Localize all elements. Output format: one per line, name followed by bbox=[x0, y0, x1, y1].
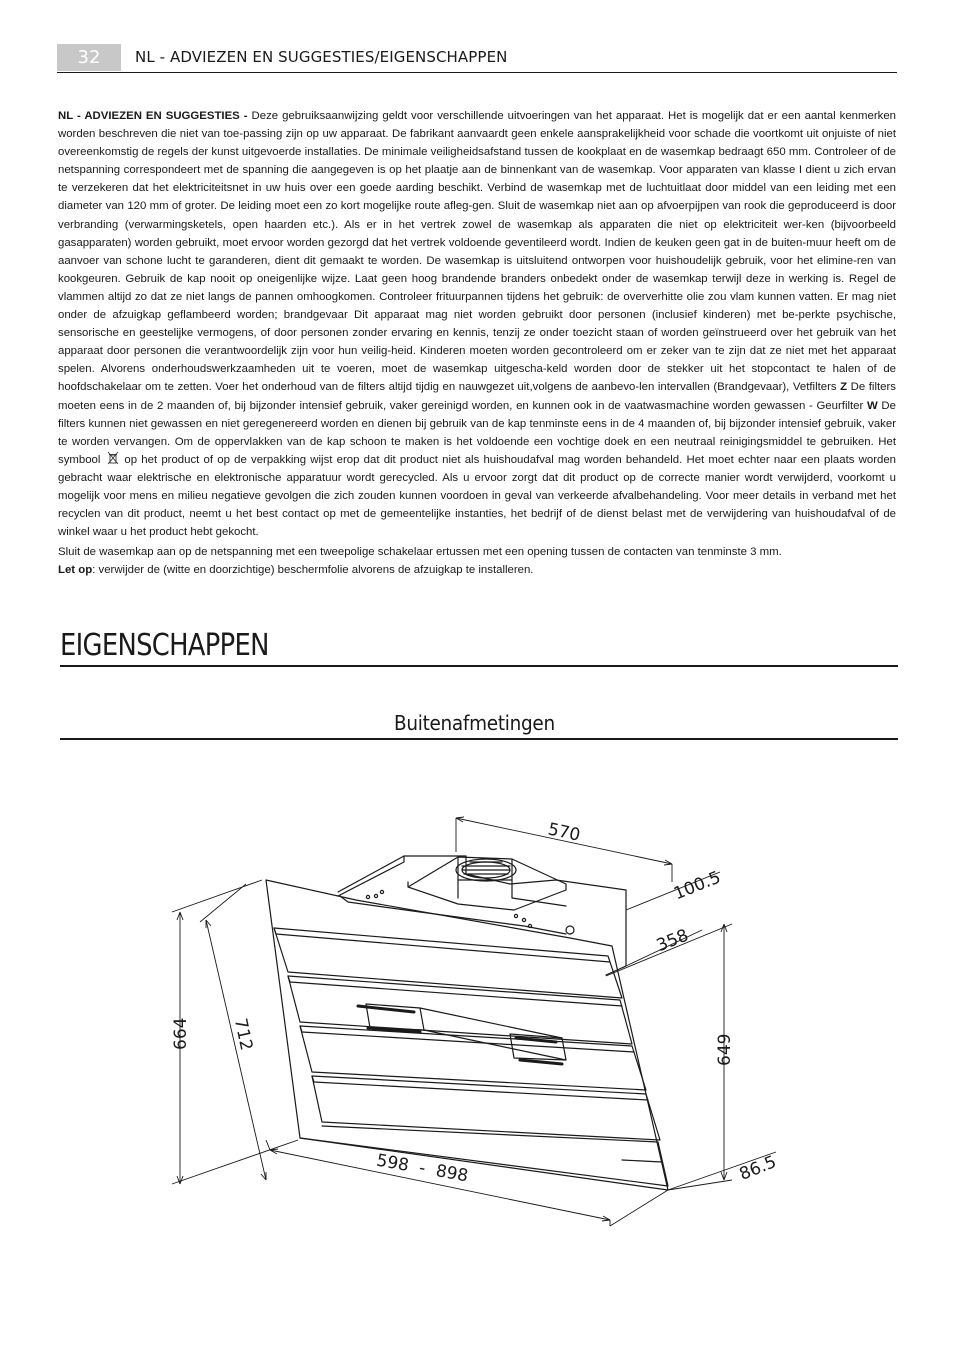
subsection-title: Buitenafmetingen bbox=[394, 711, 555, 735]
page-header bbox=[57, 44, 897, 73]
glass-panel-5 bbox=[300, 1126, 668, 1186]
connection-paragraph: Sluit de wasemkap aan op de netspanning met een tweepolige schakelaar ertussen met een opening tussen de contacten van tenminste 3 mm. bbox=[58, 546, 782, 559]
dim-depth-offset: 100.5 bbox=[670, 867, 724, 905]
dim-height-slant: 712 bbox=[229, 1016, 257, 1053]
note-paragraph: Let op: verwijder de (witte en doorzichtige) beschermfolie alvorens de afzuigkap te installeren. bbox=[58, 564, 534, 577]
advice-paragraph: NL - ADVIEZEN EN SUGGESTIES - Deze gebruiksaanwijzing geldt voor verschillende uitvoeringen van het apparaat. Het is mogelijk dat er een aantal kenmerken worden beschreven die niet van toe-passing zijn op uw apparaat. De fabrikant aanvaardt geen enkele aansprakelijkheid voor schade die voortkomt uit onjuiste of niet overeenkomstig de regels der kunst uitgevoerde installaties. De minimale veiligheidsafstand tussen de kookplaat en de wasemkap bedraagt 650 mm. Controleer of de netspanning correspondeert met de spanning die aangegeven is op het plaatje aan de binnenkant van de wasemkap. Voor apparaten van klasse I dient u zich ervan te verzekeren dat het elektriciteitsnet in uw huis over een goede aarding beschikt. Verbind de wasemkap met de luchtuitlaat door middel van een leiding met een diameter van 120 mm of groter. De leiding moet een zo kort mogelijke route afleg-gen. Sluit de wasemkap niet aan op afvoerpijpen van rook die geproduceerd is door verbranding (verwarmingsketels, open haarden etc.). Als er in het vertrek zowel de wasemkap als apparaten die niet op elektriciteit wer-ken (bijvoorbeeld gasapparaten) worden gebruikt, moet ervoor worden gezorgd dat het vertrek voldoende geventileerd wordt. Indien de keuken geen gat in de buiten-muur heeft om de aanvoer van schone lucht te garanderen, dient dit gemaakt te worden. De wasemkap is uitsluitend ontworpen voor huishoudelijk gebruik, voor het elimine-ren van kookgeuren. Gebruik de kap nooit op oneigenlijke wijze. Laat geen hoog brandende branders onbedekt onder de wasemkap terwijl deze in werking is. Regel de vlammen altijd zo dat ze niet langs de pannen omhoogkomen. Controleer frituurpannen tijdens het gebruik: de oververhitte olie zou vlam kunnen vatten. Er mag niet onder de afzuigkap geflambeerd worden; brandgevaar Dit apparaat mag niet worden gebruikt door personen (inclusief kinderen) met be-perkte psychische, sensorische en geestelijke vermogens, of door personen zonder ervaring en kennis, tenzij ze onder toezicht staan of worden geïnstrueerd over het gebruik van het apparaat door personen die verantwoordelijk zijn voor hun veilig-heid. Kinderen moeten worden gecontroleerd om er zeker van te zijn dat ze niet met het apparaat spelen. Alvorens onderhoudswerkzaamheden uit te voeren, moet de wasemkap uitgescha-keld worden door de stekker uit het stopcontact te halen of de hoofdschakelaar om te zetten. Voer het onderhoud van de filters altijd tijdig en nauwgezet uit,volgens de aanbevo-len intervallen (Brandgevaar), Vetfilters Z De filters moeten eens in de 2 maanden of, bij bijzonder intensief gebruik, vaker gereinigd worden, en kunnen ook in de vaatwasmachine worden gewassen - Geurfilter W De filters kunnen niet gewassen en niet geregenereerd worden en dienen bij gebruik van de kap tenminste eens in de 4 maanden of, bij bijzonder intensief gebruik, vaker te worden vervangen. Om de oppervlakken van de kap schoon te maken is het voldoende een vochtige doek en een neutraal reinigingsmiddel te gebruiken. Het symbool op het product of op de verpakking wijst erop dat dit product niet als huishoudafval mag worden behandeld. Het moet echter naar een plaats worden gebracht waar elektrische en elektronische apparatuur wordt gerecycled. Als u ervoor zorgt dat dit product op de correcte manier wordt verwijderd, voorkomt u mogelijk voor mens en milieu negatieve gevolgen die zich zouden kunnen voordoen in geval van verkeerde afvalbehandeling. Voor meer details in verband met het recyclen van dit product, neemt u het best contact op met de gemeentelijke instanties, het bedrijf of de dienst belast met de verwijdering van huishoudafval of de winkel waar u het product hebt gekocht. bbox=[58, 110, 897, 539]
subsection-divider bbox=[60, 738, 898, 740]
advice-lead-label: NL - ADVIEZEN EN SUGGESTIES - bbox=[58, 110, 248, 122]
geurfilter-label: W bbox=[866, 399, 878, 412]
dim-depth: 358 bbox=[653, 925, 692, 957]
vetfilter-label: Z bbox=[840, 381, 848, 394]
dim-width-range: 598 - 898 bbox=[374, 1150, 470, 1187]
section-title: EIGENSCHAPPEN bbox=[60, 628, 269, 663]
note-label: Let op bbox=[58, 564, 93, 577]
glass-panel-4 bbox=[312, 1076, 660, 1140]
dim-width-top: 570 bbox=[546, 819, 583, 846]
page-number: 32 bbox=[57, 44, 121, 71]
hood-dimension-drawing bbox=[0, 780, 954, 1260]
header-title: NL - ADVIEZEN EN SUGGESTIES/EIGENSCHAPPEN bbox=[135, 48, 508, 66]
advice-text bbox=[58, 107, 896, 579]
front-frame bbox=[266, 880, 668, 1190]
section-divider bbox=[60, 665, 898, 667]
crossed-out-bin-icon bbox=[106, 451, 120, 465]
dim-height-back: 649 bbox=[715, 1033, 735, 1066]
dim-bottom-depth: 86.5 bbox=[736, 1152, 780, 1185]
dim-height-front: 664 bbox=[171, 1017, 191, 1050]
